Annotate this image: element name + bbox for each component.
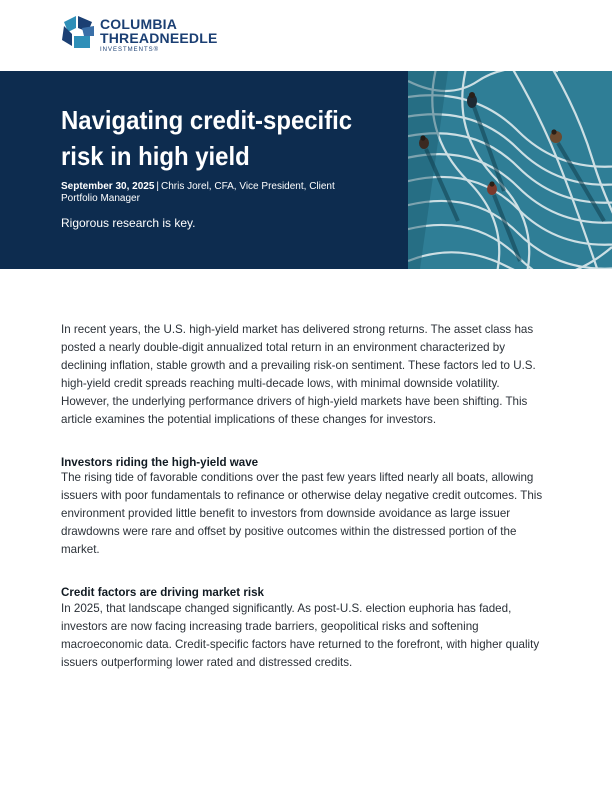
logo-line-1: COLUMBIA (100, 16, 178, 32)
byline (61, 181, 361, 205)
brand-logo[interactable] (60, 14, 240, 60)
section-heading-1: Investors riding the high-yield wave (61, 456, 259, 469)
section-body-1: The rising tide of favorable conditions over the past few years lifted nearly all boats, allowing issuers with poor fundamentals to refinance or otherwise delay negative credit outcomes. This environment provided little benefit to investors from downside avoidance as large issuer drawdowns were rare and offset by positive outcomes within the distressed portion of the market. (61, 471, 543, 556)
logo-wordmark (100, 17, 218, 55)
section-heading-2: Credit factors are driving market risk (61, 586, 264, 599)
hero-photo (408, 71, 612, 269)
author-credit: Chris Jorel, CFA, Vice President, Client Portfolio Manager (61, 181, 335, 204)
byline-separator: | (156, 181, 159, 192)
subtitle: Rigorous research is key. (61, 216, 196, 230)
publish-date: September 30, 2025 (61, 181, 155, 192)
section-body-2: In 2025, that landscape changed significantly. As post-U.S. election euphoria has faded, investors are now facing increasing trade barriers, geopolitical risks and softening macroeconomic data. Credit-specific factors have returned to the forefront, with higher quality issuers outperforming lower rated and distressed credits. (61, 602, 540, 669)
hero-banner (0, 71, 612, 269)
aerial-people-walking-image (408, 71, 612, 269)
page-title: Navigating credit-specific risk in high yield (61, 105, 353, 171)
hero-text-panel (0, 71, 408, 269)
logo-line-2: THREADNEEDLE (100, 30, 218, 46)
logo-mark-icon (60, 14, 96, 50)
logo-line-3: INVESTMENTS® (100, 47, 160, 53)
intro-paragraph: In recent years, the U.S. high-yield market has delivered strong returns. The asset class has posted a nearly double-digit annualized total return in an environment characterized by declining inflation, stable growth and a prevailing risk-on sentiment. These factors led to U.S. high-yield credit spreads reaching multi-decade lows, with minimal downside volatility. However, the underlying performance drivers of high-yield markets have been shifting. This article examines the potential implications of these changes for investors. (61, 323, 536, 426)
